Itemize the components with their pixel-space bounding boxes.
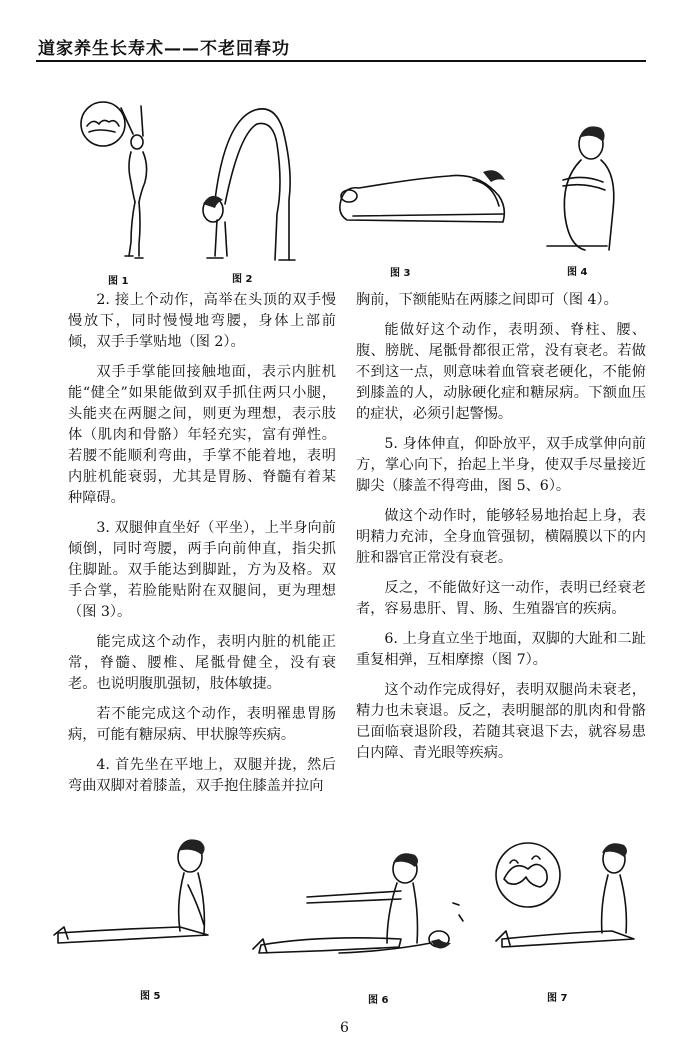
figure-7-caption: 图 7 <box>547 993 568 1004</box>
figure-4-caption: 图 4 <box>567 267 588 278</box>
figure-6-illustration <box>247 845 477 975</box>
paragraph: 5. 身体伸直，仰卧放平，双手成掌伸向前方，掌心向下，抬起上半身，使双手尽量接近脚尖（膝盖不得弯曲，图 5、6）。 <box>356 436 646 494</box>
paragraph: 4. 首先坐在平地上，双腿并拢，然后弯曲双脚对着膝盖，双手抱住膝盖并拉向 <box>68 757 336 794</box>
figure-3-illustration <box>333 150 513 235</box>
paragraph: 双手手掌能回接触地面，表示内脏机能“健全”如果能做到双手抓住两只小腿，头能夹在两腿之间，则更为理想，表示肢体（肌肉和骨骼）年轻充实，富有弹性。若腰不能顺利弯曲，手掌不能着地，表明内脏机能衰弱，尤其是胃肠、脊髓有着某种障碍。 <box>68 364 336 506</box>
right-text-column <box>356 290 646 773</box>
left-text-column <box>68 290 336 806</box>
paragraph: 能完成这个动作，表明内脏的机能正常，脊髓、腰椎、尾骶骨健全，没有衰老。也说明腹肌强韧，肢体敏捷。 <box>68 634 336 692</box>
book-title: 道家养生长寿术——不老回春功 <box>38 39 290 59</box>
running-header <box>36 30 646 62</box>
page-number: 6 <box>340 1020 349 1036</box>
figure-1-illustration <box>75 96 165 266</box>
figure-2-illustration <box>195 100 300 265</box>
figure-4-illustration <box>533 120 628 255</box>
figure-7-illustration <box>488 835 648 965</box>
figure-2-caption: 图 2 <box>232 274 253 285</box>
paragraph: 反之，不能做好这一动作，表明已经衰老者，容易患肝、胃、肠、生殖器官的疾病。 <box>356 580 646 617</box>
paragraph: 做这个动作时，能够轻易地抬起上身，表明精力充沛，全身血管强韧，横隔膜以下的内脏和器官正常没有衰老。 <box>356 508 646 566</box>
paragraph: 胸前，下额能贴在两膝之间即可（图 4）。 <box>356 292 618 308</box>
paragraph: 能做好这个动作，表明颈、脊柱、腰、腹、膀胱、尾骶骨都很正常，没有衰老。若做不到这一点，则意味着血管衰老硬化，不能俯到膝盖的人，动脉硬化症和糖尿病。下额血压的症状，必须引起警惕。 <box>356 322 646 422</box>
paragraph: 6. 上身直立坐于地面，双脚的大趾和二趾重复相弹，互相摩擦（图 7）。 <box>356 631 646 668</box>
paragraph: 2. 接上个动作，高举在头顶的双手慢慢放下，同时慢慢地弯腰，身体上部前倾，双手手掌贴地（图 2）。 <box>68 292 336 350</box>
figure-3-caption: 图 3 <box>390 268 411 279</box>
paragraph: 3. 双腿伸直坐好（平坐），上半身向前倾倒，同时弯腰，两手向前伸直，指尖抓住脚趾。双手能达到脚趾，方为及格。双手合掌，若脸能贴附在双腿间，更为理想（图 3）。 <box>68 520 336 620</box>
figure-1-caption: 图 1 <box>108 276 129 287</box>
figure-5-caption: 图 5 <box>140 991 161 1002</box>
paragraph: 若不能完成这个动作，表明罹患胃肠病，可能有糖尿病、甲状腺等疾病。 <box>68 706 336 743</box>
paragraph: 这个动作完成得好，表明双腿尚未衰老，精力也未衰退。反之，表明腿部的肌肉和骨骼已面临衰退阶段，若随其衰退下去，就容易患白内障、青光眼等疾病。 <box>356 682 646 761</box>
figure-5-illustration <box>48 835 233 955</box>
figure-6-caption: 图 6 <box>368 995 389 1006</box>
